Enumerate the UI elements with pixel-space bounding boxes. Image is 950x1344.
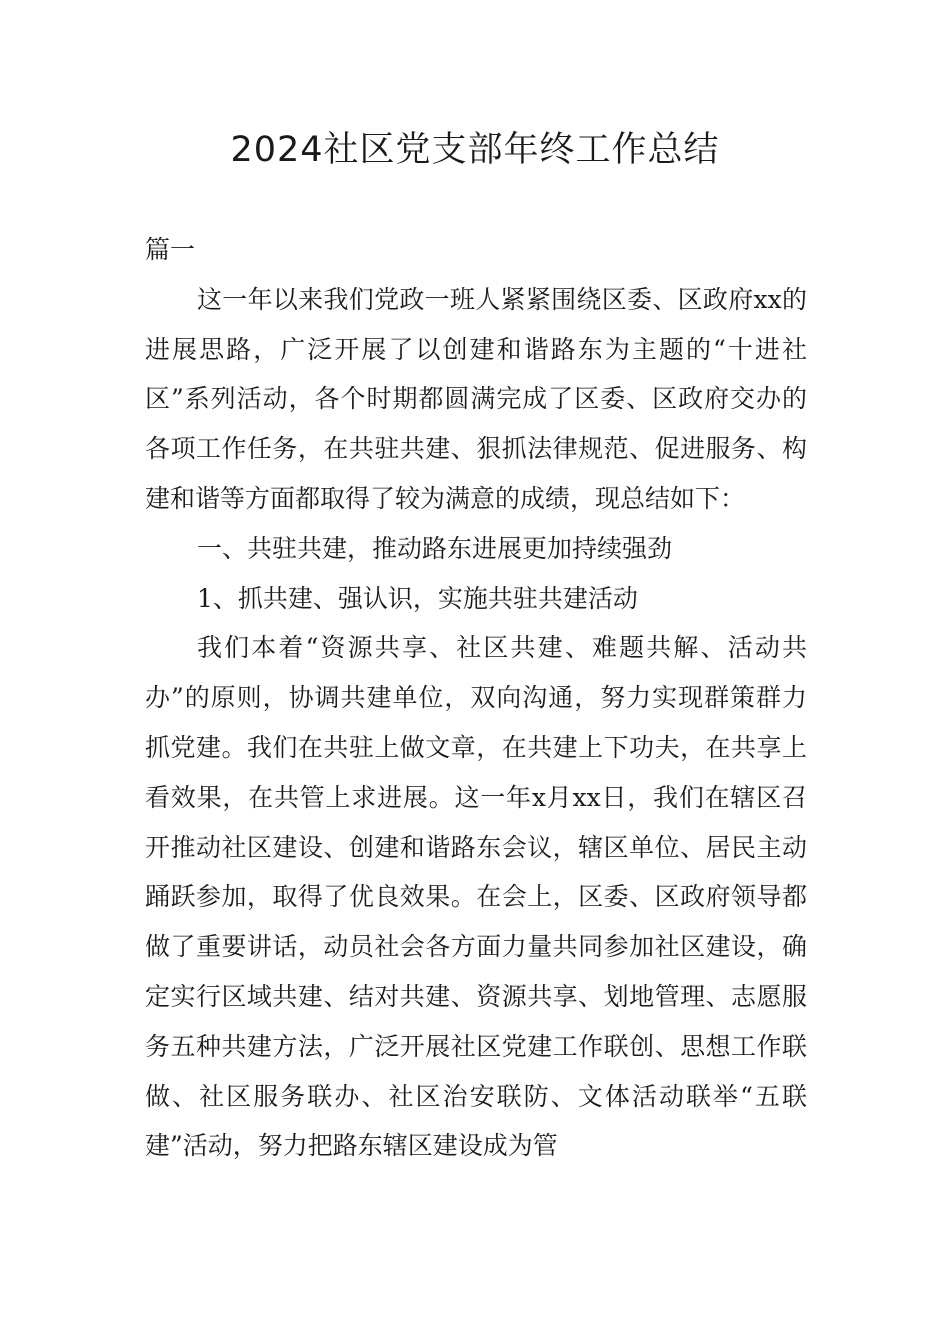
body-paragraph: 我们本着“资源共享、社区共建、难题共解、活动共办”的原则，协调共建单位，双向沟通，努力实现群策群力抓党建。我们在共驻上做文章，在共建上下功夫，在共享上看效果，在共管上求进展。这一年x月xx日，我们在辖区召开推动社区建设、创建和谐路东会议，辖区单位、居民主动踊跃参加，取得了优良效果。在会上，区委、区政府领导都做了重要讲话，动员社会各方面力量共同参加社区建设，确定实行区域共建、结对共建、资源共享、划地管理、志愿服务五种共建方法，广泛开展社区党建工作联创、思想工作联做、社区服务联办、社区治安联防、文体活动联举“五联建”活动，努力把路东辖区建设成为管 xyxy=(145,633,807,1161)
section-heading: 一、共驻共建，推动路东进展更加持续强劲 xyxy=(197,533,673,563)
subsection-heading: 1、抓共建、强认识，实施共驻共建活动 xyxy=(197,583,638,613)
section-label: 篇一 xyxy=(145,235,196,264)
document-body xyxy=(145,225,807,1171)
body-paragraph: 这一年以来我们党政一班人紧紧围绕区委、区政府xx的进展思路，广泛开展了以创建和谐路东为主题的“十进社区”系列活动，各个时期都圆满完成了区委、区政府交办的各项工作任务，在共驻共建、狠抓法律规范、促进服务、构建和谐等方面都取得了较为满意的成绩，现总结如下： xyxy=(145,284,807,513)
document-title: 2024社区党支部年终工作总结 xyxy=(230,130,720,170)
